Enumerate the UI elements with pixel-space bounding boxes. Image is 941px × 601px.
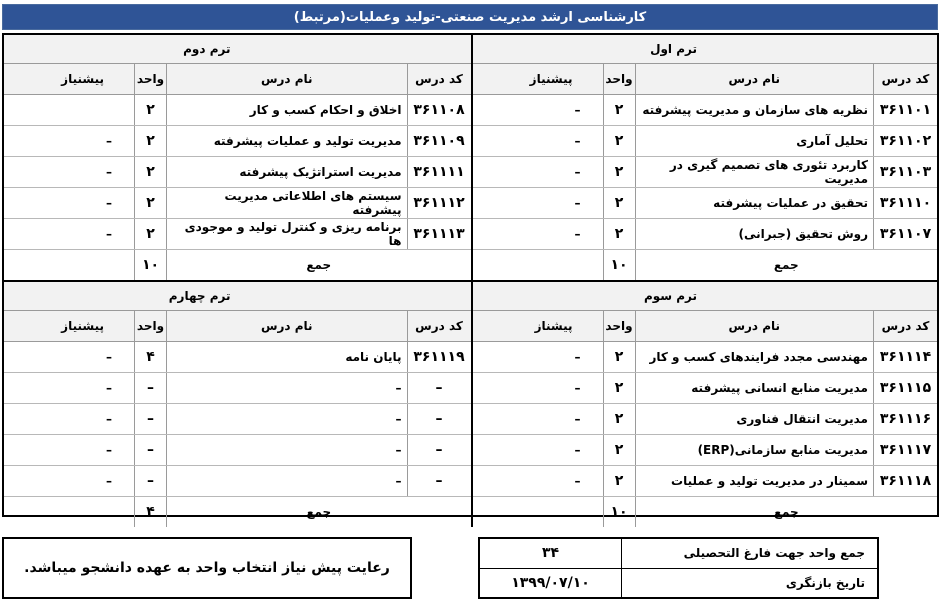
- course-code: ۳۶۱۱۱۰: [873, 188, 937, 218]
- course-row: [4, 157, 471, 188]
- course-code: ۳۶۱۱۱۸: [873, 466, 937, 496]
- revision-date-label: تاریخ بازنگری: [621, 569, 877, 598]
- course-code: –: [407, 373, 471, 403]
- course-name: مدیریت استراتژیک پیشرفته: [166, 157, 407, 187]
- course-name: سیستم های اطلاعاتی مدیریت پیشرفته: [166, 188, 407, 218]
- course-prereq: –: [106, 412, 112, 426]
- course-code: ۳۶۱۱۰۱: [873, 95, 937, 125]
- course-code: ۳۶۱۱۱۵: [873, 373, 937, 403]
- course-units: ۲: [603, 342, 635, 372]
- revision-date-row: [480, 569, 877, 598]
- course-row: [4, 342, 471, 373]
- total-units-row: [480, 539, 877, 569]
- course-prereq: –: [106, 443, 112, 457]
- course-units: ۲: [134, 219, 166, 249]
- course-prereq: –: [574, 443, 581, 457]
- course-units: ۲: [603, 188, 635, 218]
- course-list: [473, 95, 938, 280]
- course-row: [4, 404, 471, 435]
- course-code: ۳۶۱۱۱۲: [407, 188, 471, 218]
- course-units: ۲: [603, 219, 635, 249]
- course-units: ۲: [603, 404, 635, 434]
- course-units: ۲: [134, 126, 166, 156]
- course-list: [4, 95, 471, 280]
- column-header-row: [4, 311, 471, 342]
- term-total-row: [473, 250, 938, 280]
- course-prereq: –: [574, 134, 581, 148]
- col-name-header: نام درس: [166, 64, 407, 94]
- col-code-header: کد درس: [873, 311, 937, 341]
- col-prereq-header: پیشنیاز: [61, 72, 104, 86]
- term-total-spacer: [473, 497, 603, 527]
- course-units: –: [134, 404, 166, 434]
- course-code: ۳۶۱۱۱۶: [873, 404, 937, 434]
- course-prereq: [4, 95, 134, 125]
- col-unit-header: واحد: [603, 64, 635, 94]
- course-units: ۲: [603, 95, 635, 125]
- course-code: ۳۶۱۱۱۱: [407, 157, 471, 187]
- column-header-row: [473, 64, 938, 95]
- course-name: کاربرد تئوری های تصمیم گیری در مدیریت: [635, 157, 874, 187]
- course-list: [473, 342, 938, 527]
- course-units: ۲: [603, 466, 635, 496]
- course-row: [473, 466, 938, 497]
- course-row: [473, 404, 938, 435]
- course-name: مدیریت انتقال فناوری: [635, 404, 874, 434]
- course-name: تحقیق در عملیات پیشرفته: [635, 188, 874, 218]
- course-name: تحلیل آماری: [635, 126, 874, 156]
- course-units: –: [134, 466, 166, 496]
- course-row: [473, 435, 938, 466]
- term-total-units: ۱۰: [603, 250, 635, 280]
- course-prereq: –: [106, 381, 112, 395]
- course-code: –: [407, 404, 471, 434]
- col-name-header: نام درس: [635, 311, 874, 341]
- course-name: مدیریت منابع انسانی پیشرفته: [635, 373, 874, 403]
- column-header-row: [473, 311, 938, 342]
- course-units: –: [134, 435, 166, 465]
- term-total-label: جمع: [635, 497, 938, 527]
- course-prereq: –: [574, 227, 581, 241]
- total-units-label: جمع واحد جهت فارغ التحصیلی: [621, 539, 877, 568]
- course-prereq: –: [106, 134, 112, 148]
- col-unit-header: واحد: [134, 311, 166, 341]
- course-row: [4, 466, 471, 497]
- course-name: مدیریت تولید و عملیات پیشرفته: [166, 126, 407, 156]
- course-prereq: –: [574, 381, 581, 395]
- col-prereq-header: پیشنیاز: [529, 72, 573, 86]
- course-code: –: [407, 435, 471, 465]
- term-total-units: ۱۰: [134, 250, 166, 280]
- course-name: سمینار در مدیریت تولید و عملیات: [635, 466, 874, 496]
- course-row: [473, 188, 938, 219]
- course-code: ۳۶۱۱۱۴: [873, 342, 937, 372]
- term-total-spacer: [4, 497, 134, 527]
- course-name: –: [166, 404, 407, 434]
- course-name: مدیریت منابع سازمانی(ERP): [635, 435, 874, 465]
- course-row: [473, 342, 938, 373]
- course-row: [473, 95, 938, 126]
- term-title: ترم اول: [473, 35, 938, 64]
- course-prereq: –: [574, 350, 581, 364]
- col-code-header: کد درس: [407, 311, 471, 341]
- course-row: [4, 219, 471, 250]
- course-units: ۲: [134, 188, 166, 218]
- course-prereq: –: [574, 412, 581, 426]
- course-prereq: –: [106, 350, 112, 364]
- course-name: نظریه های سازمان و مدیریت پیشرفته: [635, 95, 874, 125]
- course-prereq: –: [574, 196, 581, 210]
- term-1: [471, 35, 938, 282]
- course-code: ۳۶۱۱۰۷: [873, 219, 937, 249]
- course-units: ۴: [134, 342, 166, 372]
- course-row: [473, 126, 938, 157]
- col-name-header: نام درس: [635, 64, 874, 94]
- term-total-label: جمع: [166, 250, 471, 280]
- column-header-row: [4, 64, 471, 95]
- term-title: ترم دوم: [4, 35, 471, 64]
- course-prereq: –: [574, 165, 581, 179]
- course-name: مهندسی مجدد فرایندهای کسب و کار: [635, 342, 874, 372]
- col-prereq-header: پیشنیاز: [61, 319, 104, 333]
- course-code: ۳۶۱۱۰۳: [873, 157, 937, 187]
- course-code: –: [407, 466, 471, 496]
- course-code: ۳۶۱۱۰۲: [873, 126, 937, 156]
- course-code: ۳۶۱۱۰۹: [407, 126, 471, 156]
- revision-date-value: ۱۳۹۹/۰۷/۱۰: [511, 574, 590, 591]
- col-code-header: کد درس: [407, 64, 471, 94]
- terms-grid: [2, 33, 939, 520]
- term-total-spacer: [473, 250, 603, 280]
- term-total-label: جمع: [635, 250, 938, 280]
- page-title: کارشناسی ارشد مدیریت صنعتی-تولید وعملیات(مرتبط): [2, 4, 938, 30]
- course-name: –: [166, 435, 407, 465]
- term-total-units: ۴: [134, 497, 166, 527]
- prerequisite-note: رعایت پیش نیاز انتخاب واحد به عهده دانشجو میباشد.: [2, 537, 412, 599]
- term-total-label: جمع: [166, 497, 471, 527]
- course-units: –: [134, 373, 166, 403]
- course-units: ۲: [134, 157, 166, 187]
- course-units: ۲: [603, 157, 635, 187]
- col-unit-header: واحد: [134, 64, 166, 94]
- course-prereq: –: [106, 196, 112, 210]
- col-name-header: نام درس: [166, 311, 407, 341]
- course-code: ۳۶۱۱۱۳: [407, 219, 471, 249]
- course-units: ۲: [603, 373, 635, 403]
- term-total-spacer: [4, 250, 134, 280]
- term-total-units: ۱۰: [603, 497, 635, 527]
- graduation-summary: [478, 537, 879, 599]
- course-name: پایان نامه: [166, 342, 407, 372]
- course-row: [4, 373, 471, 404]
- term-3: [471, 282, 938, 527]
- course-row: [4, 188, 471, 219]
- total-units-value: ۳۴: [541, 545, 560, 562]
- course-name: روش تحقیق (جبرانی): [635, 219, 874, 249]
- course-row: [473, 219, 938, 250]
- term-total-row: [4, 497, 471, 527]
- course-prereq: –: [106, 227, 112, 241]
- course-units: ۲: [603, 435, 635, 465]
- term-total-row: [4, 250, 471, 280]
- term-total-row: [473, 497, 938, 527]
- course-name: –: [166, 466, 407, 496]
- term-title: ترم سوم: [473, 282, 938, 311]
- course-prereq: –: [106, 474, 112, 488]
- col-prereq-header: پیشناز: [534, 319, 573, 333]
- course-code: ۳۶۱۱۰۸: [407, 95, 471, 125]
- term-2: [4, 35, 471, 282]
- course-row: [4, 435, 471, 466]
- course-units: ۲: [134, 95, 166, 125]
- course-name: –: [166, 373, 407, 403]
- course-prereq: –: [574, 474, 581, 488]
- course-code: ۳۶۱۱۱۷: [873, 435, 937, 465]
- course-row: [4, 126, 471, 157]
- term-title: ترم چهارم: [4, 282, 471, 311]
- course-row: [4, 95, 471, 126]
- col-unit-header: واحد: [603, 311, 635, 341]
- course-row: [473, 373, 938, 404]
- course-units: ۲: [603, 126, 635, 156]
- course-name: اخلاق و احکام کسب و کار: [166, 95, 407, 125]
- course-name: برنامه ریزی و کنترل تولید و موجودی ها: [166, 219, 407, 249]
- course-row: [473, 157, 938, 188]
- course-code: ۳۶۱۱۱۹: [407, 342, 471, 372]
- course-list: [4, 342, 471, 527]
- col-code-header: کد درس: [873, 64, 937, 94]
- term-4: [4, 282, 471, 527]
- course-prereq: –: [574, 103, 581, 117]
- course-prereq: –: [106, 165, 112, 179]
